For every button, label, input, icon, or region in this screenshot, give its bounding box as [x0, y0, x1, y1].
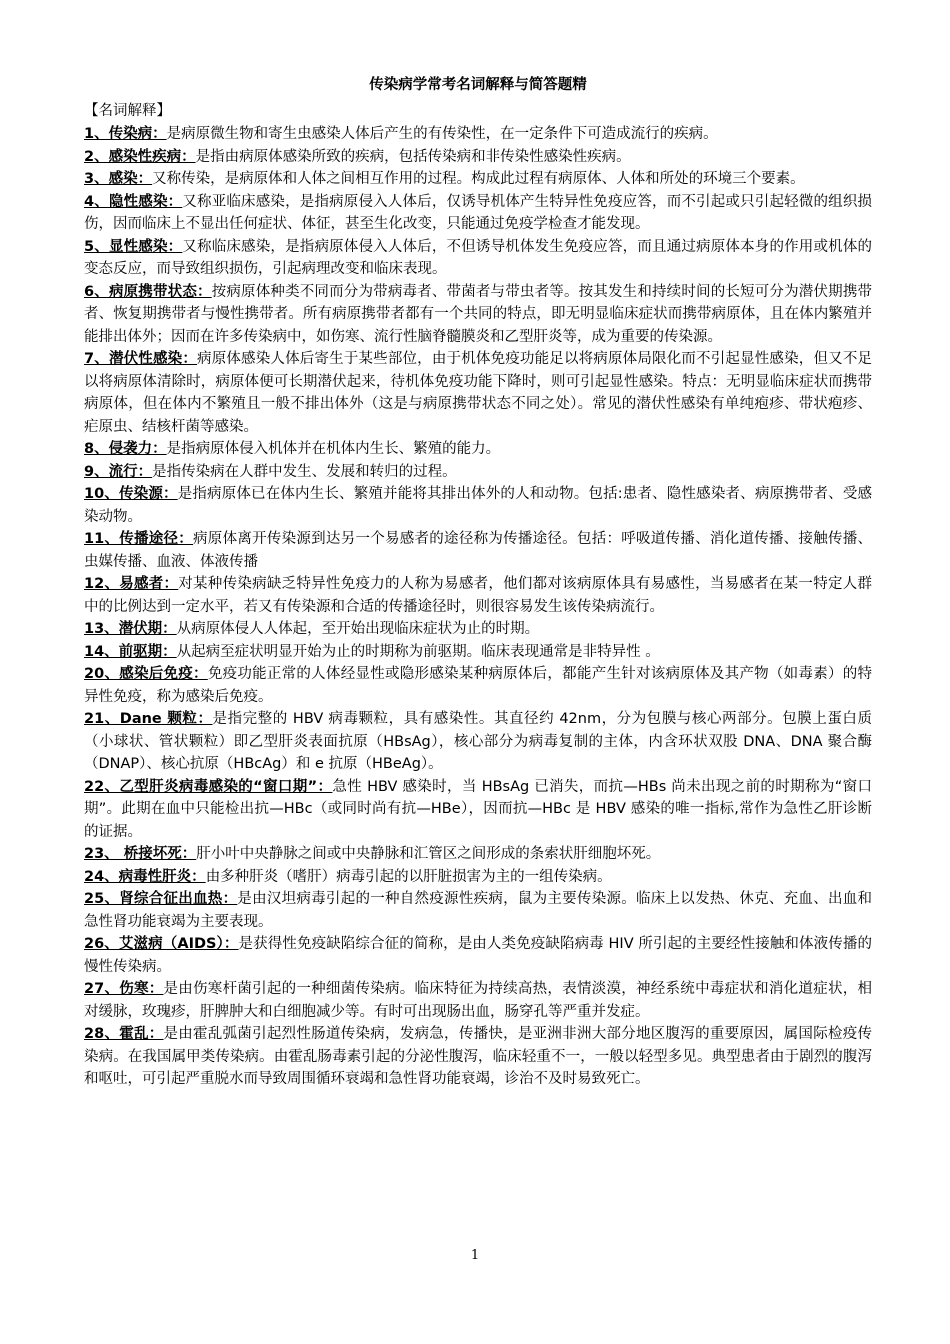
- term-label: 25、肾综合征出血热：: [84, 891, 238, 907]
- term-entry: [84, 348, 872, 438]
- term-definition: 是病原微生物和寄生虫感染人体后产生的有传染性，在一定条件下可造成流行的疾病。: [166, 126, 718, 142]
- term-label: 7、潜伏性感染：: [84, 351, 198, 367]
- term-definition: 病原体离开传染源到达另一个易感者的途径称为传播途径。包括：呼吸道传播、消化道传播、接触传播、虫媒传播、血液、体液传播: [84, 531, 872, 570]
- term-entry: [84, 978, 872, 1023]
- term-entry: [84, 123, 872, 146]
- term-entry: [84, 866, 872, 889]
- term-label: 1、传染病：: [84, 126, 167, 142]
- term-entry: [84, 483, 872, 528]
- term-label: 10、传染源：: [84, 486, 178, 502]
- term-label: 5、显性感染：: [84, 238, 183, 255]
- term-definition: 又称传染，是病原体和人体之间相互作用的过程。构成此过程有病原体、人体和所处的环境三个要素。: [152, 171, 805, 187]
- term-label: 9、流行：: [84, 463, 153, 480]
- term-entry: [84, 1023, 872, 1091]
- term-definition: 按病原体种类不同而分为带病毒者、带菌者与带虫者等。按其发生和持续时间的长短可分为潜伏期携带者、恢复期携带者与慢性携带者。所有病原携带者都有一个共同的特点，即无明显临床症状而携带病原体，且在体内繁殖并能排出体外；因而在许多传染病中，如伤寒、流行性脑脊髓膜炎和乙型肝炎等，成为重要的传染源。: [84, 283, 872, 345]
- term-entry: [84, 168, 872, 191]
- term-definition: 是指传染病在人群中发生、发展和转归的过程。: [152, 463, 457, 480]
- term-label: 22、乙型肝炎病毒感染的“窗口期”：: [84, 778, 333, 795]
- term-entry: [84, 281, 872, 349]
- term-definition: 由多种肝炎（嗜肝）病毒引起的以肝脏损害为主的一组传染病。: [205, 868, 612, 885]
- term-entry: [84, 843, 872, 866]
- term-label: 27、伤寒：: [84, 981, 164, 997]
- page-number: 1: [470, 1248, 480, 1263]
- term-definition: 是指病原体已在体内生长、繁殖并能将其排出体外的人和动物。包括:患者、隐性感染者、病原携带者、受感染动物。: [84, 486, 872, 525]
- term-label: 24、病毒性肝炎：: [84, 868, 206, 885]
- term-entry: [84, 663, 872, 708]
- term-definition: 是指由病原体感染所致的疾病，包括传染病和非传染性感染性疾病。: [195, 148, 631, 165]
- document-title: 传染病学常考名词解释与简答题精: [369, 77, 587, 93]
- term-label: 11、传播途径：: [84, 531, 194, 547]
- term-label: 12、易感者：: [84, 576, 179, 592]
- term-definition: 急性 HBV 感染时，当 HBsAg 已消失，而抗—HBs 尚未出现之前的时期称为“窗口期”。此期在血中只能检出抗—HBc（或同时尚有抗—HBe），因而抗—HBc 是 HBV 感染的唯一指标,常作为急性乙肝诊断的证据。: [84, 778, 872, 840]
- term-label: 14、前驱期：: [84, 643, 177, 660]
- term-label: 4、隐性感染：: [84, 193, 183, 210]
- term-definition: 肝小叶中央静脉之间或中央静脉和汇管区之间形成的条索状肝细胞坏死。: [196, 846, 661, 862]
- term-definition: 免疫功能正常的人体经显性或隐形感染某种病原体后，都能产生针对该病原体及其产物（如毒素）的特异性免疫，称为感染后免疫。: [84, 666, 872, 705]
- term-definition: 从病原体侵人人体起，至开始出现临床症状为止的时期。: [176, 621, 540, 637]
- term-entry: [84, 528, 872, 573]
- term-definition: 是由汉坦病毒引起的一种自然疫源性疾病，鼠为主要传染源。临床上以发热、休克、充血、出血和急性肾功能衰竭为主要表现。: [84, 891, 872, 930]
- term-entry: [84, 461, 872, 484]
- term-label: 6、病原携带状态：: [84, 283, 212, 300]
- term-entry: [84, 888, 872, 933]
- term-definition: 对某种传染病缺乏特异性免疫力的人称为易感者，他们都对该病原体具有易感性，当易感者在某一特定人群中的比例达到一定水平，若又有传染源和合适的传播途径时，则很容易发生该传染病流行。: [84, 576, 872, 615]
- term-label: 2、感染性疾病：: [84, 148, 196, 165]
- term-entry: [84, 618, 872, 641]
- term-definition: 是指完整的 HBV 病毒颗粒，具有感染性。其直径约 42nm，分为包膜与核心两部分。包膜上蛋白质（小球状、管状颗粒）即乙型肝炎表面抗原（HBsAg），核心部分为病毒复制的主体，内含环状双股 DNA、DNA 聚合酶（DNAP）、核心抗原（HBcAg）和 e 抗原（HBeAg）。: [84, 711, 872, 772]
- term-label: 23、 桥接坏死：: [84, 846, 197, 862]
- term-definition: 又称亚临床感染，是指病原侵入人体后，仅诱导机体产生特异性免疫应答，而不引起或只引起轻微的组织损伤，因而临床上不显出任何症状、体征，甚至生化改变，只能通过免疫学检查才能发现。: [84, 193, 873, 232]
- term-definition: 是获得性免疫缺陷综合征的简称，是由人类免疫缺陷病毒 HIV 所引起的主要经性接触和体液传播的慢性传染病。: [84, 936, 872, 975]
- term-entry: [84, 641, 872, 664]
- term-definition: 是由霍乱弧菌引起烈性肠道传染病，发病急，传播快，是亚洲非洲大部分地区腹泻的重要原因，属国际检疫传染病。在我国属甲类传染病。由霍乱肠毒素引起的分泌性腹泻，临床轻重不一，一般以轻型多见。典型患者由于剧烈的腹泻和呕吐，可引起严重脱水而导致周围循环衰竭和急性肾功能衰竭，诊治不及时易致死亡。: [84, 1026, 872, 1087]
- term-label: 20、感染后免疫：: [84, 666, 208, 682]
- term-label: 8、侵袭力：: [84, 441, 167, 457]
- term-entry: [84, 236, 872, 281]
- term-entry: [84, 438, 872, 461]
- term-label: 13、潜伏期：: [84, 621, 177, 637]
- term-entry: [84, 933, 872, 978]
- term-entry: [84, 776, 872, 844]
- term-definition: 是由伤寒杆菌引起的一种细菌传染病。临床特征为持续高热，表情淡漠，神经系统中毒症状和消化道症状，相对缓脉，玫瑰疹，肝脾肿大和白细胞减少等。有时可出现肠出血，肠穿孔等严重并发症。: [84, 981, 872, 1020]
- term-definition: 是指病原体侵入机体并在机体内生长、繁殖的能力。: [166, 441, 501, 457]
- term-definition: 病原体感染人体后寄生于某些部位，由于机体免疫功能足以将病原体局限化而不引起显性感染，但又不足以将病原体清除时，病原体便可长期潜伏起来，待机体免疫功能下降时，则可引起显性感染。特点：无明显临床症状而携带病原体，但在体内不繁殖且一般不排出体外（这是与病原携带状态不同之处）。常见的潜伏性感染有单纯疱疹、带状疱疹、疟原虫、结核杆菌等感染。: [84, 351, 872, 435]
- document-page: [84, 74, 872, 1091]
- term-definition: 从起病至症状明显开始为止的时期称为前驱期。临床表现通常是非特异性 。: [176, 643, 660, 660]
- term-list: [84, 123, 872, 1091]
- section-heading: 【名词解释】: [84, 103, 171, 119]
- term-entry: [84, 191, 872, 236]
- term-entry: [84, 146, 872, 169]
- term-label: 28、霍乱：: [84, 1026, 164, 1042]
- term-definition: 又称临床感染，是指病原体侵入人体后，不但诱导机体发生免疫应答，而且通过病原体本身的作用或机体的变态反应，而导致组织损伤，引起病理改变和临床表现。: [84, 238, 873, 277]
- term-entry: [84, 573, 872, 618]
- term-entry: [84, 708, 872, 776]
- term-label: 21、Dane 颗粒：: [84, 711, 213, 727]
- term-label: 26、艾滋病（AIDS）：: [84, 936, 239, 952]
- term-label: 3、感染：: [84, 171, 153, 187]
